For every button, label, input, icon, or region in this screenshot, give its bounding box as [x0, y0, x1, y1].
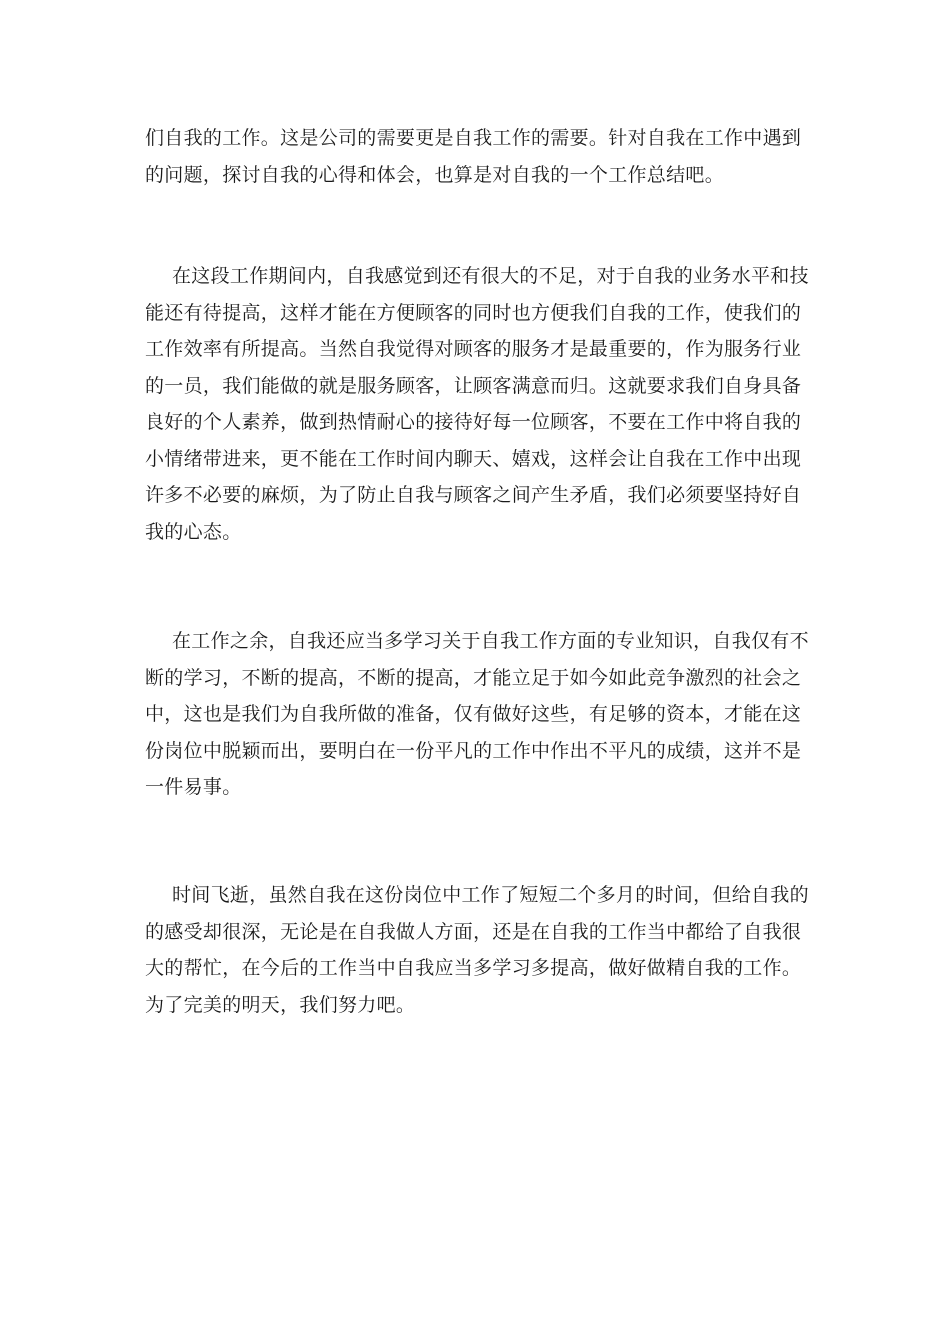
paragraph-line: 大的帮忙，在今后的工作当中自我应当多学习多提高，做好做精自我的工作。 [145, 957, 802, 979]
paragraph-line: 的感受却很深，无论是在自我做人方面，还是在自我的工作当中都给了自我很 [145, 920, 802, 943]
paragraph-1 [145, 120, 810, 193]
paragraph-line-text: 在这段工作期间内，自我感觉到还有很大的不足，对于自我的业务水平和技 [172, 265, 809, 287]
paragraph-line: 一件易事。 [145, 776, 242, 798]
paragraph-line: 我的心态。 [145, 520, 242, 543]
paragraph-2 [145, 258, 810, 550]
paragraph-line: 工作效率有所提高。当然自我觉得对顾客的服务才是最重要的，作为服务行业 [145, 338, 802, 360]
paragraph-line: 小情绪带进来，更不能在工作时间内聊天、嬉戏，这样会让自我在工作中出现 [145, 447, 802, 470]
paragraph-line: 们自我的工作。这是公司的需要更是自我工作的需要。针对自我在工作中遇到 [145, 127, 802, 149]
paragraph-line [145, 877, 810, 914]
paragraph-line: 为了完美的明天，我们努力吧。 [145, 993, 416, 1016]
paragraph-4 [145, 877, 810, 1023]
paragraph-line: 良好的个人素养，做到热情耐心的接待好每一位顾客，不要在工作中将自我的 [145, 411, 802, 433]
paragraph-line: 份岗位中脱颖而出，要明白在一份平凡的工作中作出不平凡的成绩，这并不是 [145, 739, 802, 762]
paragraph-line [145, 258, 810, 295]
paragraph-line: 的一员，我们能做的就是服务顾客，让顾客满意而归。这就要求我们自身具备 [145, 374, 802, 397]
paragraph-line: 中，这也是我们为自我所做的准备，仅有做好这些，有足够的资本，才能在这 [145, 703, 802, 725]
paragraph-line: 断的学习，不断的提高，不断的提高，才能立足于如今如此竞争激烈的社会之 [145, 666, 802, 689]
paragraph-line: 许多不必要的麻烦，为了防止自我与顾客之间产生矛盾，我们必须要坚持好自 [145, 484, 802, 506]
paragraph-3 [145, 623, 810, 806]
paragraph-line-text: 时间飞逝，虽然自我在这份岗位中工作了短短二个多月的时间，但给自我的 [172, 884, 809, 906]
paragraph-line: 能还有待提高，这样才能在方便顾客的同时也方便我们自我的工作，使我们的 [145, 301, 802, 324]
paragraph-line-text: 在工作之余，自我还应当多学习关于自我工作方面的专业知识，自我仅有不 [172, 630, 809, 652]
paragraph-line: 的问题，探讨自我的心得和体会，也算是对自我的一个工作总结吧。 [145, 163, 725, 186]
paragraph-line [145, 623, 810, 660]
